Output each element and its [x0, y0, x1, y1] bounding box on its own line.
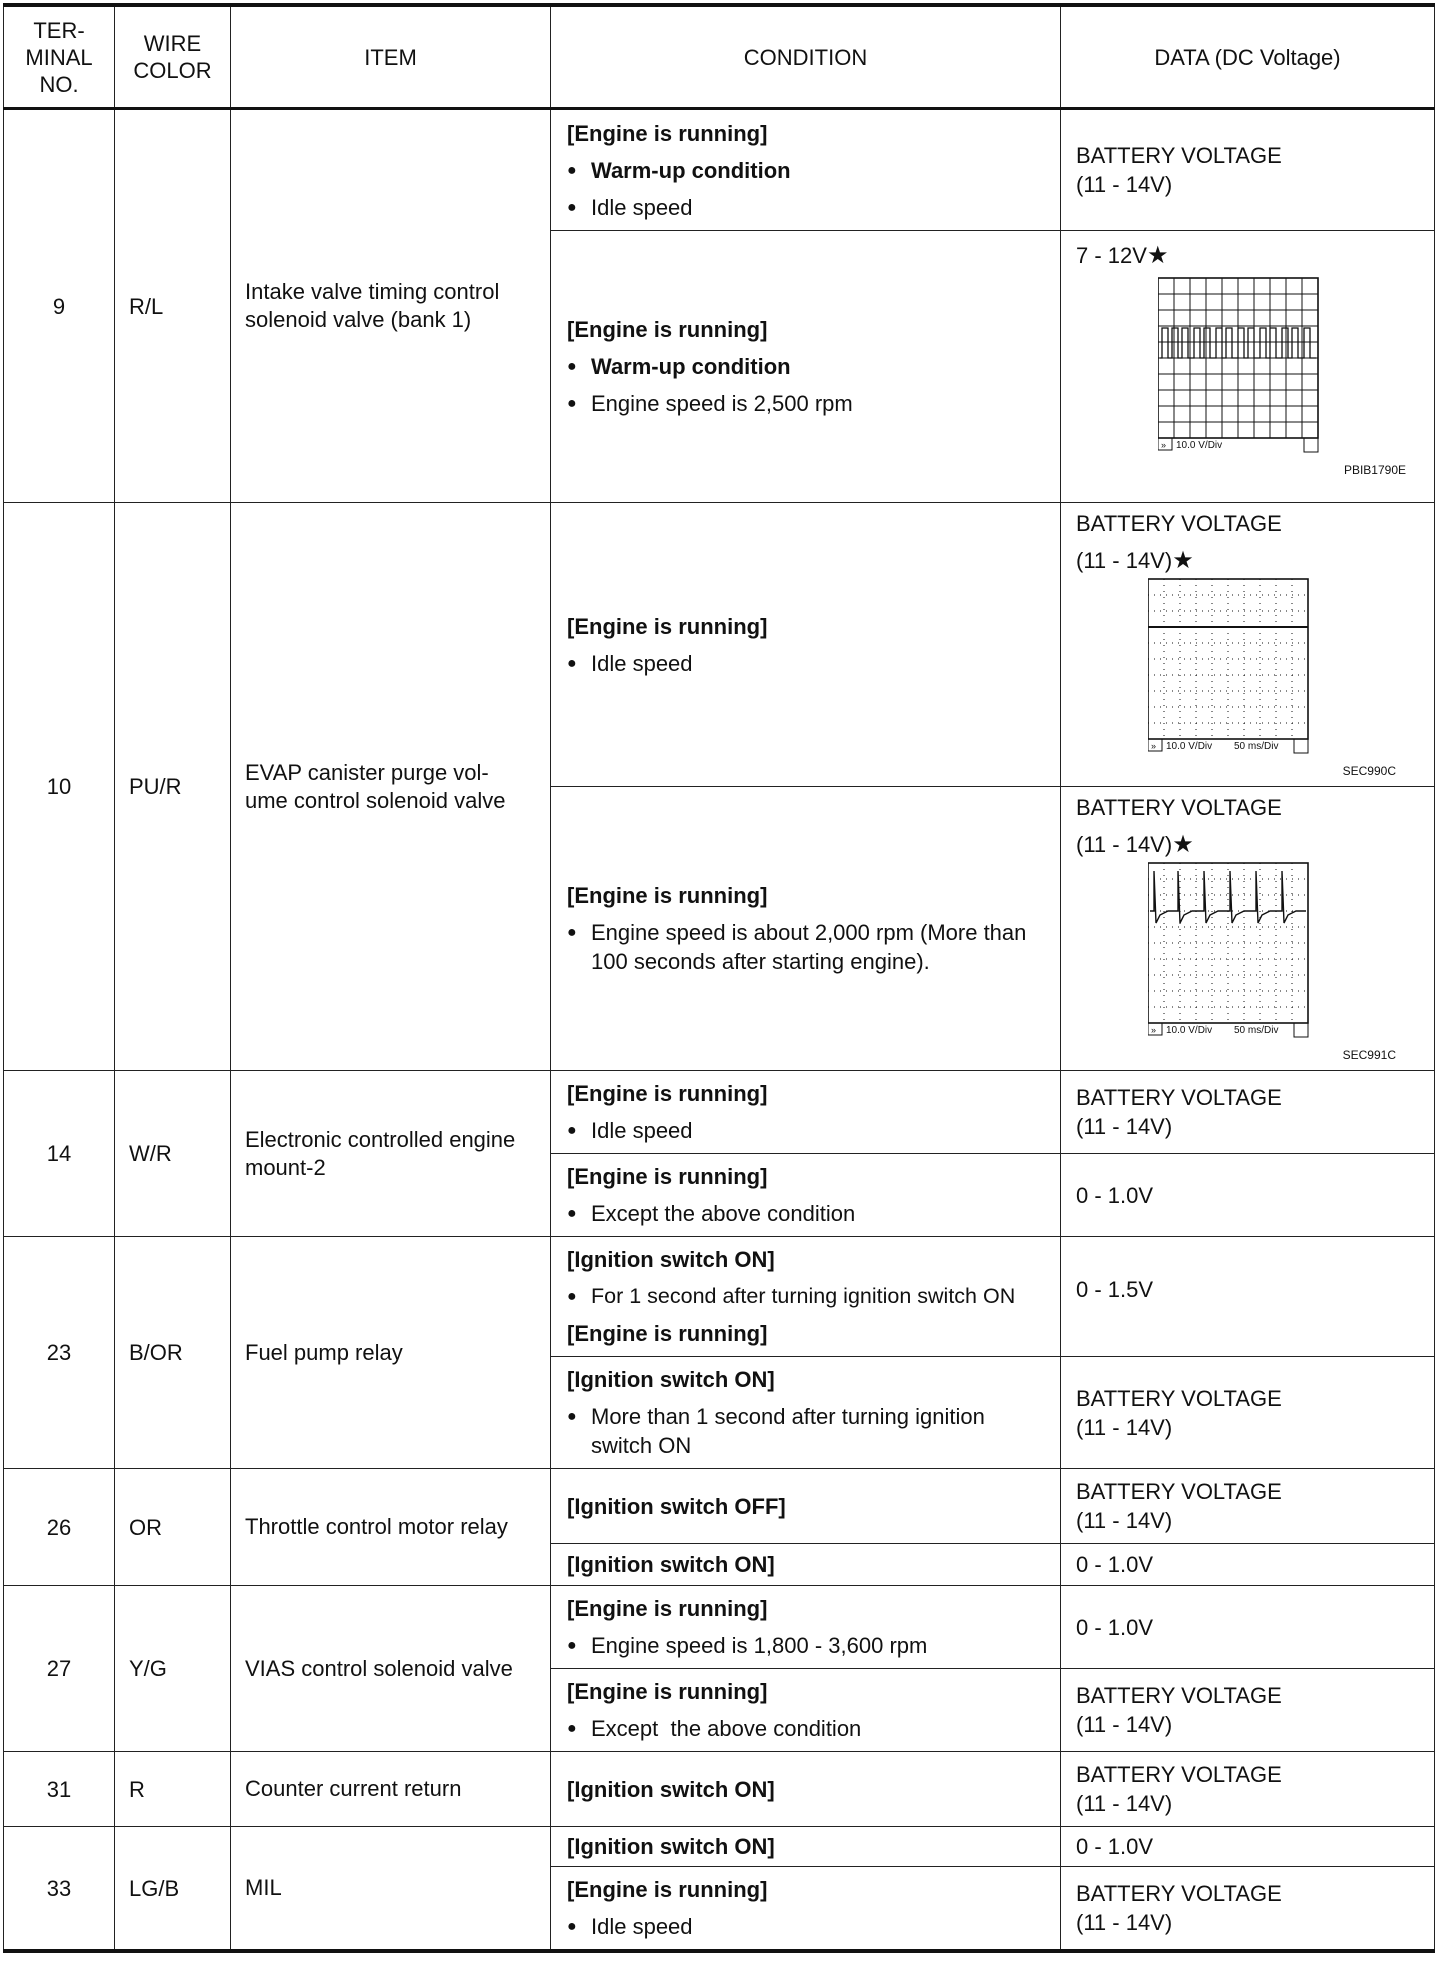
- condition-header: [Engine is running]: [567, 120, 768, 146]
- data-cell: [1061, 1669, 1435, 1752]
- terminal-table: [3, 3, 1435, 1953]
- condition-header: [Engine is running]: [567, 883, 768, 908]
- voltage-range: (11 - 14V): [1076, 1910, 1173, 1935]
- condition-header: [Ignition switch ON]: [567, 1247, 775, 1272]
- figure-code: SEC991C: [1342, 1048, 1396, 1062]
- header-condition: CONDITION: [551, 5, 1061, 109]
- data-cell: [1061, 109, 1435, 231]
- svg-text:»: »: [1161, 440, 1167, 450]
- battery-voltage-label: BATTERY VOLTAGE: [1076, 143, 1282, 168]
- battery-voltage-label: BATTERY VOLTAGE: [1076, 1683, 1282, 1708]
- voltage-range: (11 - 14V): [1076, 172, 1173, 197]
- voltage-range: [1076, 830, 1426, 859]
- wire-color: B/OR: [115, 1237, 231, 1469]
- waveform-scale: 10.0 V/Div: [1166, 741, 1213, 752]
- waveform-scale: 10.0 V/Div: [1176, 440, 1223, 451]
- figure-code: SEC990C: [1342, 764, 1396, 778]
- condition-header: [Ignition switch ON]: [567, 1834, 775, 1859]
- data-cell: 0 - 1.0V: [1061, 1544, 1435, 1586]
- condition-cell: [551, 1237, 1061, 1357]
- condition-cell: [551, 109, 1061, 231]
- battery-voltage-label: BATTERY VOLTAGE: [1076, 795, 1282, 820]
- voltage-range: [1076, 546, 1426, 575]
- header-wire-text: WIRE COLOR: [133, 31, 212, 83]
- voltage-range-text: (11 - 14V): [1076, 832, 1173, 857]
- condition-bullet: ● Idle speed: [567, 1912, 1052, 1941]
- battery-voltage-label: BATTERY VOLTAGE: [1076, 1085, 1282, 1110]
- wire-color: LG/B: [115, 1827, 231, 1952]
- oscilloscope-waveform-pulse: [1158, 276, 1408, 461]
- condition-bullet: ● Idle speed: [567, 649, 1052, 678]
- item-name: Counter current return: [231, 1752, 551, 1827]
- item-name: Intake valve timing control solenoid valve (bank 1): [231, 109, 551, 503]
- condition-bullet: ● Except the above condition: [567, 1714, 1052, 1743]
- header-terminal-no: [4, 5, 115, 109]
- condition-bullet: ● Idle speed: [567, 193, 1052, 222]
- wire-color: R/L: [115, 109, 231, 503]
- voltage-range: (11 - 14V): [1076, 1712, 1173, 1737]
- condition-header: [Engine is running]: [567, 1679, 768, 1704]
- data-cell: 0 - 1.0V: [1061, 1154, 1435, 1237]
- condition-bullet: ● Except the above condition: [567, 1199, 1052, 1228]
- data-cell: [1061, 1469, 1435, 1544]
- condition-header: [Ignition switch ON]: [567, 1367, 775, 1392]
- condition-header: [Ignition switch ON]: [567, 1552, 775, 1577]
- data-cell: [1061, 1752, 1435, 1827]
- condition-bullet: ● For 1 second after turning ignition switch ON: [567, 1282, 1052, 1311]
- oscilloscope-waveform-flat: [1148, 577, 1398, 762]
- wire-color: Y/G: [115, 1586, 231, 1752]
- wire-color: W/R: [115, 1071, 231, 1237]
- condition-cell: [551, 1827, 1061, 1867]
- table-row: [4, 109, 1435, 231]
- condition-header: [Engine is running]: [567, 613, 768, 639]
- battery-voltage-label: BATTERY VOLTAGE: [1076, 511, 1282, 536]
- data-cell: [1061, 1071, 1435, 1154]
- battery-voltage-label: BATTERY VOLTAGE: [1076, 1762, 1282, 1787]
- waveform-scale: 10.0 V/Div: [1166, 1025, 1213, 1036]
- condition-bullet: ● Engine speed is 1,800 - 3,600 rpm: [567, 1631, 1052, 1660]
- header-wire-color: [115, 5, 231, 109]
- terminal-no: 26: [4, 1469, 115, 1586]
- data-cell: [1061, 1357, 1435, 1469]
- table-row: [4, 1752, 1435, 1827]
- header-terminal-text: TER- MINAL NO.: [25, 17, 93, 97]
- condition-bullet: ● Idle speed: [567, 1116, 1052, 1145]
- condition-cell: [551, 1469, 1061, 1544]
- waveform-time: 50 ms/Div: [1234, 741, 1279, 752]
- data-cell: [1061, 231, 1435, 503]
- star-icon: ★: [1172, 831, 1194, 858]
- voltage-value-text: 7 - 12V: [1076, 243, 1147, 268]
- condition-cell: [551, 1867, 1061, 1952]
- item-name: Fuel pump relay: [231, 1237, 551, 1469]
- condition-header: [Engine is running]: [567, 1321, 768, 1346]
- star-icon: ★: [1172, 547, 1194, 574]
- voltage-range-text: (11 - 14V): [1076, 548, 1173, 573]
- wire-color: PU/R: [115, 503, 231, 1071]
- header-item: ITEM: [231, 5, 551, 109]
- item-name: VIAS control solenoid valve: [231, 1586, 551, 1752]
- waveform-time: 50 ms/Div: [1234, 1025, 1279, 1036]
- item-name: EVAP canister purge vol- ume control solenoid valve: [231, 503, 551, 1071]
- data-cell: 0 - 1.0V: [1061, 1586, 1435, 1669]
- data-cell: 0 - 1.0V: [1061, 1827, 1435, 1867]
- condition-cell: [551, 1752, 1061, 1827]
- battery-voltage-label: BATTERY VOLTAGE: [1076, 1479, 1282, 1504]
- wire-color: R: [115, 1752, 231, 1827]
- battery-voltage-label: BATTERY VOLTAGE: [1076, 1385, 1282, 1411]
- condition-bullet: ● Warm-up condition: [567, 352, 1052, 381]
- condition-header: [Engine is running]: [567, 1877, 768, 1902]
- voltage-range: (11 - 14V): [1076, 1114, 1173, 1139]
- condition-header: [Engine is running]: [567, 317, 768, 342]
- star-icon: ★: [1146, 242, 1169, 269]
- voltage-value: 0 - 1.5V: [1076, 1277, 1154, 1302]
- table-row: [4, 1469, 1435, 1544]
- oscilloscope-waveform-spikes: [1148, 861, 1398, 1046]
- item-name: Electronic controlled engine mount-2: [231, 1071, 551, 1237]
- data-cell: [1061, 1867, 1435, 1952]
- terminal-no: 33: [4, 1827, 115, 1952]
- header-data: DATA (DC Voltage): [1061, 5, 1435, 109]
- data-cell: [1061, 787, 1435, 1071]
- condition-bullet: ● More than 1 second after turning ignition switch ON: [567, 1402, 1052, 1460]
- condition-header: [Engine is running]: [567, 1081, 768, 1106]
- table-header-row: [4, 5, 1435, 109]
- condition-bullet: ● Engine speed is about 2,000 rpm (More than 100 seconds after starting engine).: [567, 918, 1052, 976]
- condition-cell: [551, 1586, 1061, 1669]
- condition-cell: [551, 1154, 1061, 1237]
- table-row: [4, 1827, 1435, 1867]
- voltage-value: [1076, 241, 1426, 270]
- table-row: [4, 503, 1435, 787]
- terminal-no: 27: [4, 1586, 115, 1752]
- item-name: Throttle control motor relay: [231, 1469, 551, 1586]
- terminal-no: 23: [4, 1237, 115, 1469]
- battery-voltage-label: BATTERY VOLTAGE: [1076, 1881, 1282, 1906]
- voltage-range: (11 - 14V): [1076, 1791, 1173, 1816]
- svg-text:»: »: [1151, 1025, 1157, 1035]
- condition-header: [Engine is running]: [567, 1596, 768, 1621]
- condition-cell: [551, 1357, 1061, 1469]
- condition-cell: [551, 503, 1061, 787]
- condition-cell: [551, 1071, 1061, 1154]
- terminal-no: 9: [4, 109, 115, 503]
- terminal-no: 10: [4, 503, 115, 1071]
- svg-text:»: »: [1151, 741, 1157, 751]
- data-cell: [1061, 1237, 1435, 1357]
- voltage-range: (11 - 14V): [1076, 1508, 1173, 1533]
- table-row: [4, 1071, 1435, 1154]
- terminal-data-sheet: [3, 3, 1434, 1953]
- data-cell: [1061, 503, 1435, 787]
- condition-header: [Engine is running]: [567, 1164, 768, 1189]
- item-name: MIL: [231, 1827, 551, 1952]
- condition-bullet: ● Warm-up condition: [567, 156, 1052, 185]
- condition-header: [Ignition switch ON]: [567, 1776, 775, 1802]
- voltage-range: (11 - 14V): [1076, 1414, 1173, 1440]
- condition-cell: [551, 787, 1061, 1071]
- condition-header: [Ignition switch OFF]: [567, 1493, 786, 1519]
- condition-cell: [551, 231, 1061, 503]
- terminal-no: 14: [4, 1071, 115, 1237]
- table-row: [4, 1237, 1435, 1357]
- terminal-no: 31: [4, 1752, 115, 1827]
- figure-code: PBIB1790E: [1343, 463, 1406, 477]
- condition-cell: [551, 1669, 1061, 1752]
- table-row: [4, 1586, 1435, 1669]
- condition-bullet: ● Engine speed is 2,500 rpm: [567, 389, 1052, 418]
- wire-color: OR: [115, 1469, 231, 1586]
- condition-cell: [551, 1544, 1061, 1586]
